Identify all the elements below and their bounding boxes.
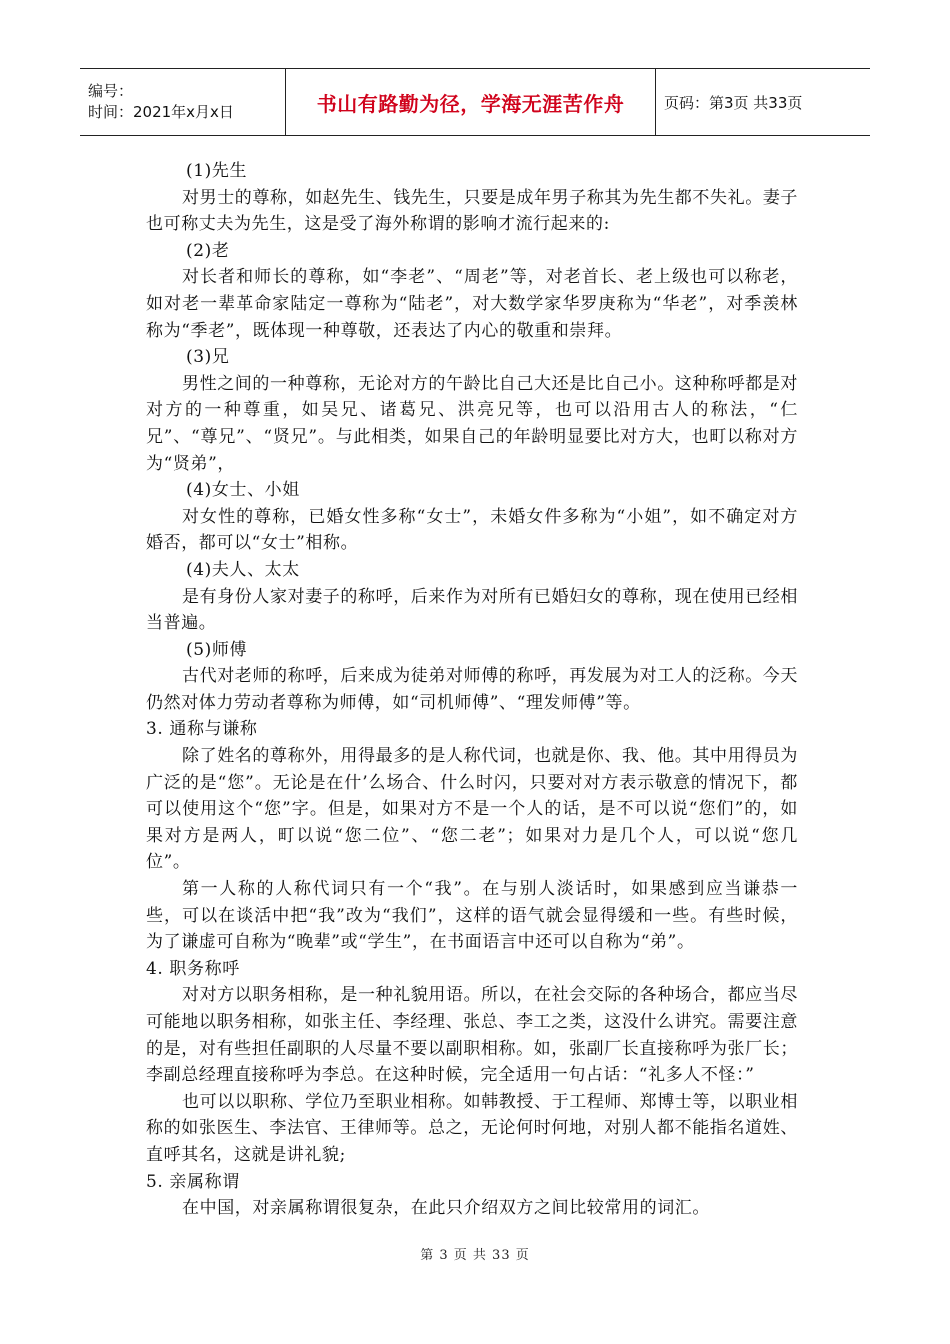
- header-page-info: 页码：第3页 共33页: [664, 93, 803, 112]
- paragraph: 古代对老师的称呼，后来成为徒弟对师傅的称呼，再发展为对工人的泛称。今天仍然对体力劳动者尊称为师傅，如“司机师傅”、“理发师傅”等。: [146, 666, 798, 713]
- paragraph: 除了姓名的尊称外，用得最多的是人称代词，也就是你、我、他。其中用得员为广泛的是“您”。无论是在什’么场合、什么时闪，只要对对方表示敬意的情况下，都可以使用这个“您”字。但是，如果对方不是一个人的话，是不可以说“您们”的，如果对方是两人，町以说“您二位”、“您二老”；如果对力是几个人，可以说“您几位”。: [146, 746, 798, 873]
- paragraph: 对对方以职务相称，是一种礼貌用语。所以，在社会交际的各种场合，都应当尽可能地以职务相称，如张主任、李经理、张总、李工之类，这没什么讲究。需要注意的是，对有些担任副职的人尽量不要以副职相称。如，张副厂长直接称呼为张厂长；李副总经理直接称呼为李总。在这种时候，完全适用一句占话：“礼多人不怪：”: [146, 985, 798, 1086]
- paragraph: 在中国，对亲属称谓很复杂，在此只介绍双方之间比较常用的词汇。: [182, 1198, 710, 1219]
- time-label: 时间：2021年x月x日: [88, 103, 234, 121]
- section-heading: 4. 职务称呼: [146, 958, 240, 979]
- paragraph: 对女性的尊称，已婚女性多称“女士”，未婚女件多称为“小姐”，如不确定对方婚否，都可以“女士”相称。: [146, 506, 798, 554]
- document-body: [146, 158, 798, 1222]
- header-meta: [80, 69, 285, 135]
- paragraph: 男性之间的一种尊称，无论对方的午龄比自己大还是比自己小。这种称呼都是对对方的一种尊重，如吴兄、诸葛兄、洪亮兄等，也可以沿用古人的称法，“仁兄”、“尊兄”、“贤兄”。与此相类，如果自己的年龄明显要比对方大，也町以称对方为“贤弟”，: [146, 373, 798, 474]
- item-heading: (3)兄: [186, 347, 230, 368]
- item-heading: (1)先生: [186, 161, 248, 181]
- item-heading: (4)夫人、太太: [186, 559, 300, 580]
- paragraph: 是有身份人家对妻子的称呼，后来作为对所有已婚妇女的尊称，现在使用已经相当普遍。: [146, 586, 798, 634]
- header-motto: 书山有路勤为径，学海无涯苦作舟: [285, 69, 656, 135]
- number-label: 编号：: [88, 82, 134, 100]
- paragraph: 对长者和师长的尊称，如“李老”、“周老”等，对老首长、老上级也可以称老，如对老一辈革命家陆定一尊称为“陆老”，对大数学家华罗庚称为“华老”，对季羡林称为“季老”，既体现一种尊敬，还表达了内心的敬重和崇拜。: [146, 267, 798, 341]
- page-footer: 第 3 页 共 33 页: [420, 1248, 530, 1263]
- item-heading: (5)师傅: [186, 639, 248, 660]
- item-heading: (4)女士、小姐: [186, 480, 300, 501]
- item-heading: (2)老: [186, 240, 230, 261]
- page-header: [80, 68, 870, 136]
- paragraph: 对男士的尊称，如赵先生、钱先生，只要是成年男子称其为先生都不失礼。妻子也可称丈夫为先生，这是受了海外称谓的影响才流行起来的:: [146, 187, 798, 235]
- section-heading: 5. 亲属称谓: [146, 1171, 240, 1192]
- section-heading: 3. 通称与谦称: [146, 719, 258, 740]
- paragraph: 也可以以职称、学位乃至职业相称。如韩教授、于工程师、郑博士等，以职业相称的如张医生、李法官、王律师等。总之，无论何时何地，对别人都不能指名道姓、直呼其名，这就是讲礼貌;: [146, 1091, 798, 1165]
- paragraph: 第一人称的人称代词只有一个“我”。在与别人淡话时，如果感到应当谦恭一些，可以在谈活中把“我”改为“我们”，这样的语气就会显得缓和一些。有些时候，为了谦虚可自称为“晚辈”或“学生”，在书面语言中还可以自称为“弟”。: [146, 879, 798, 953]
